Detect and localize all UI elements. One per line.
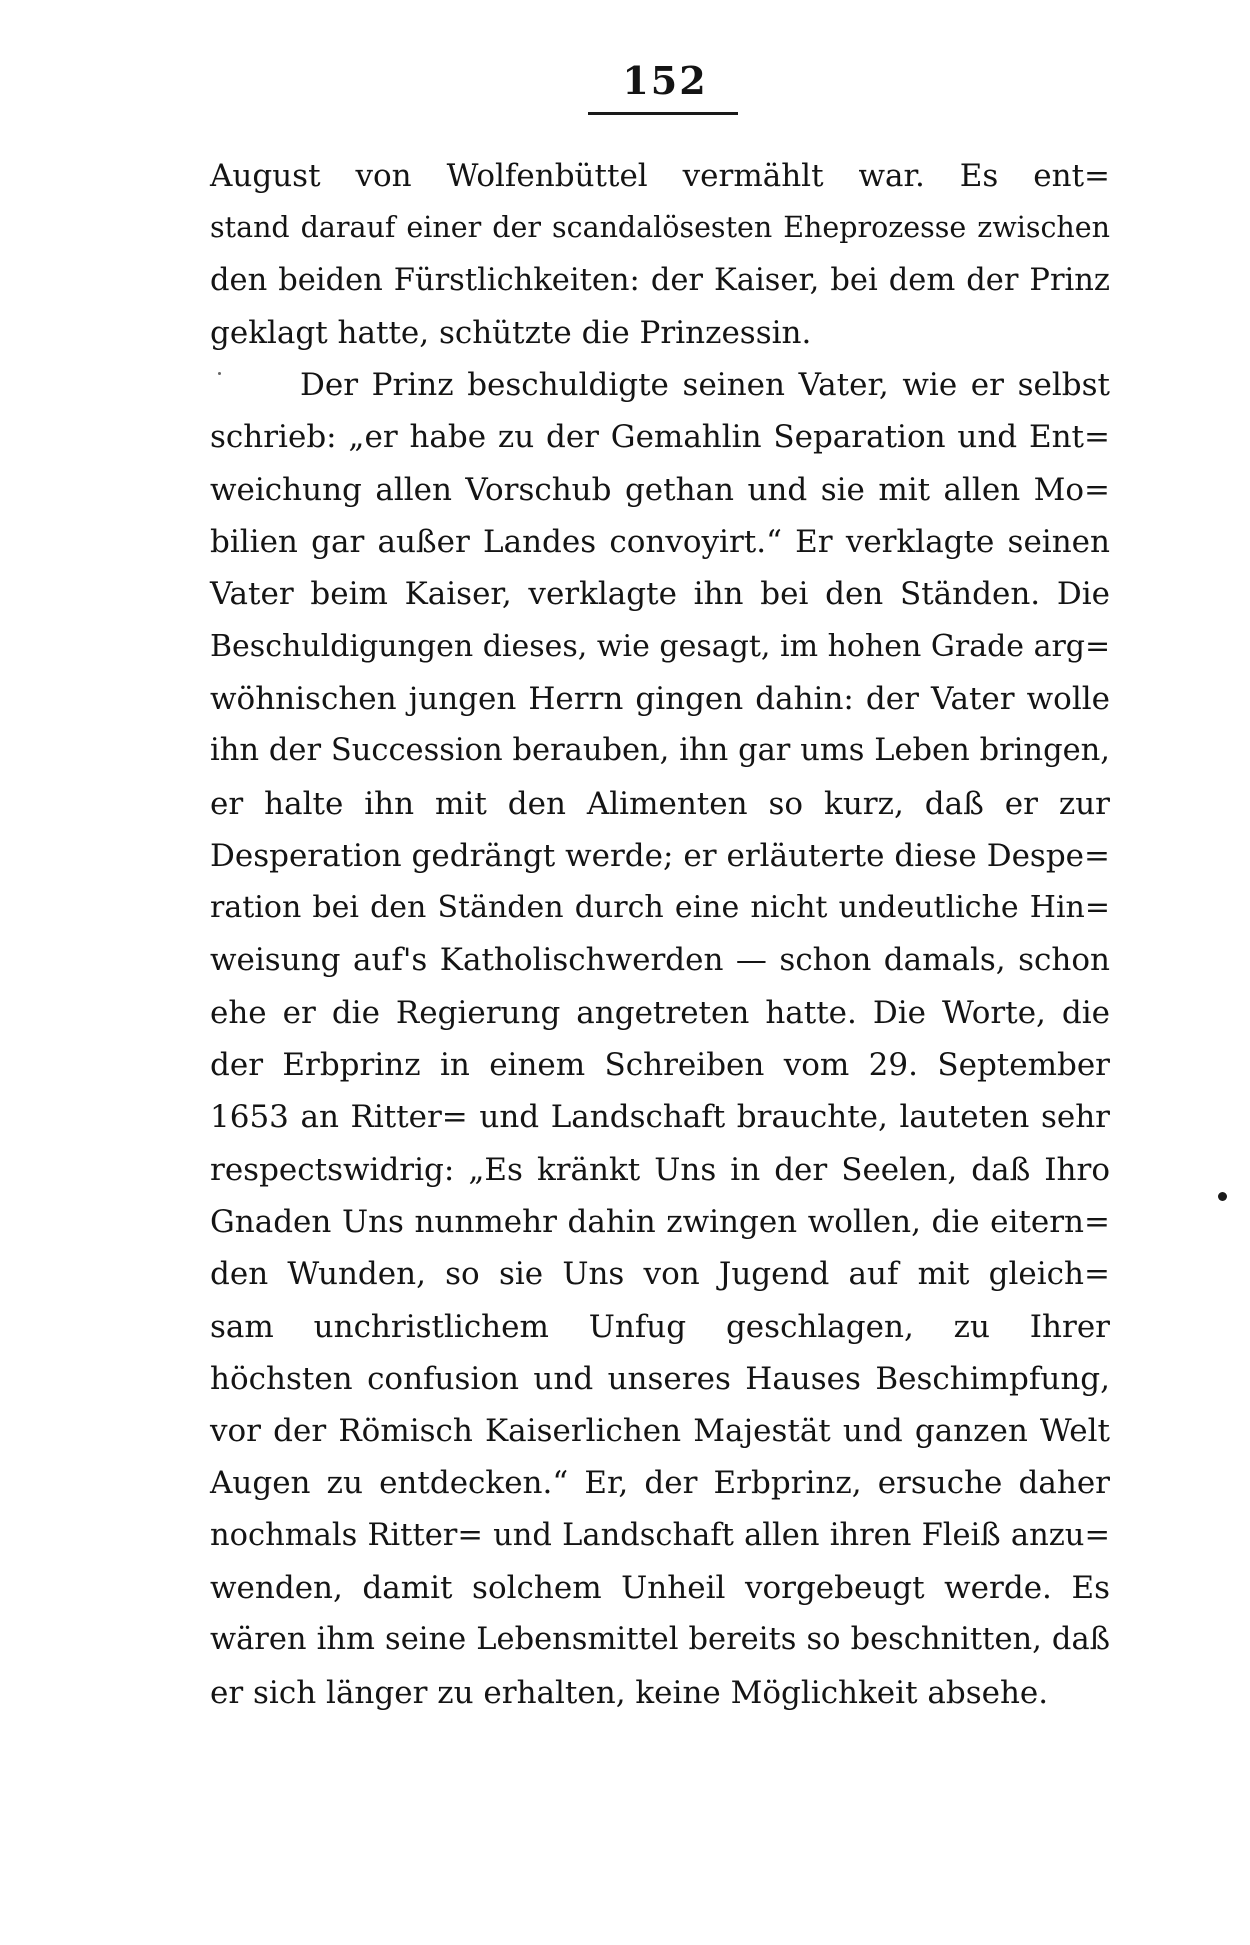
text-line: er halte ihn mit den Alimenten so kurz, daß er zur	[210, 785, 1110, 822]
text-line: schrieb: „er habe zu der Gemahlin Separation und Ent=	[210, 419, 1110, 456]
text-line: nochmals Ritter= und Landschaft allen ihren Fleiß anzu=	[210, 1517, 1110, 1553]
text-line: bilien gar außer Landes convoyirt.“ Er verklagte seinen	[210, 524, 1110, 561]
text-line: August von Wolfenbüttel vermählt war. Es ent=	[210, 158, 1110, 194]
text-line: Augen zu entdecken.“ Er, der Erbprinz, ersuche daher	[210, 1465, 1110, 1502]
text-line: vor der Römisch Kaiserlichen Majestät und ganzen Welt	[210, 1413, 1110, 1450]
text-line: Gnaden Uns nunmehr dahin zwingen wollen, die eitern=	[210, 1203, 1110, 1240]
text-line: wenden, damit solchem Unheil vorgebeugt werde. Es	[210, 1570, 1110, 1607]
page-number-rule	[588, 112, 738, 115]
text-line: ihn der Succession berauben, ihn gar ums Leben bringen,	[210, 733, 1110, 769]
text-line: geklagt hatte, schützte die Prinzessin.	[210, 314, 812, 351]
text-line: den Wunden, so sie Uns von Jugend auf mit gleich=	[210, 1256, 1110, 1293]
text-line: respectswidrig: „Es kränkt Uns in der Seelen, daß Ihro	[210, 1151, 1110, 1188]
text-line: weisung auf's Katholischwerden — schon damals, schon	[210, 942, 1110, 979]
text-line: höchsten confusion und unseres Hauses Beschimpfung,	[210, 1360, 1110, 1397]
page-number: 152	[622, 58, 708, 103]
text-line: ehe er die Regierung angetreten hatte. Die Worte, die	[210, 994, 1110, 1031]
body-text	[210, 150, 1110, 1719]
text-line: stand darauf einer der scandalösesten Eheprozesse zwischen	[210, 211, 1110, 245]
text-line: Beschuldigungen dieses, wie gesagt, im hohen Grade arg=	[210, 628, 1111, 664]
text-line: Desperation gedrängt werde; er erläuterte diese Despe=	[210, 837, 1110, 874]
text-line: Der Prinz beschuldigte seinen Vater, wie er selbst	[300, 367, 1110, 404]
text-line: wären ihm seine Lebensmittel bereits so beschnitten, daß	[210, 1622, 1110, 1658]
text-line: er sich länger zu erhalten, keine Möglichkeit absehe.	[210, 1674, 1049, 1711]
text-line: sam unchristlichem Unfug geschlagen, zu Ihrer	[210, 1308, 1110, 1345]
margin-mark	[1218, 1192, 1227, 1201]
text-line: wöhnischen jungen Herrn gingen dahin: der Vater wolle	[210, 680, 1110, 717]
text-line: Vater beim Kaiser, verklagte ihn bei den Ständen. Die	[210, 576, 1110, 613]
text-line: 1653 an Ritter= und Landschaft brauchte, lauteten sehr	[210, 1099, 1110, 1136]
text-line: ration bei den Ständen durch eine nicht undeutliche Hin=	[210, 890, 1110, 926]
text-line: den beiden Fürstlichkeiten: der Kaiser, bei dem der Prinz	[210, 262, 1110, 298]
text-line: der Erbprinz in einem Schreiben vom 29. September	[210, 1047, 1110, 1084]
text-line: weichung allen Vorschub gethan und sie mit allen Mo=	[210, 471, 1110, 508]
